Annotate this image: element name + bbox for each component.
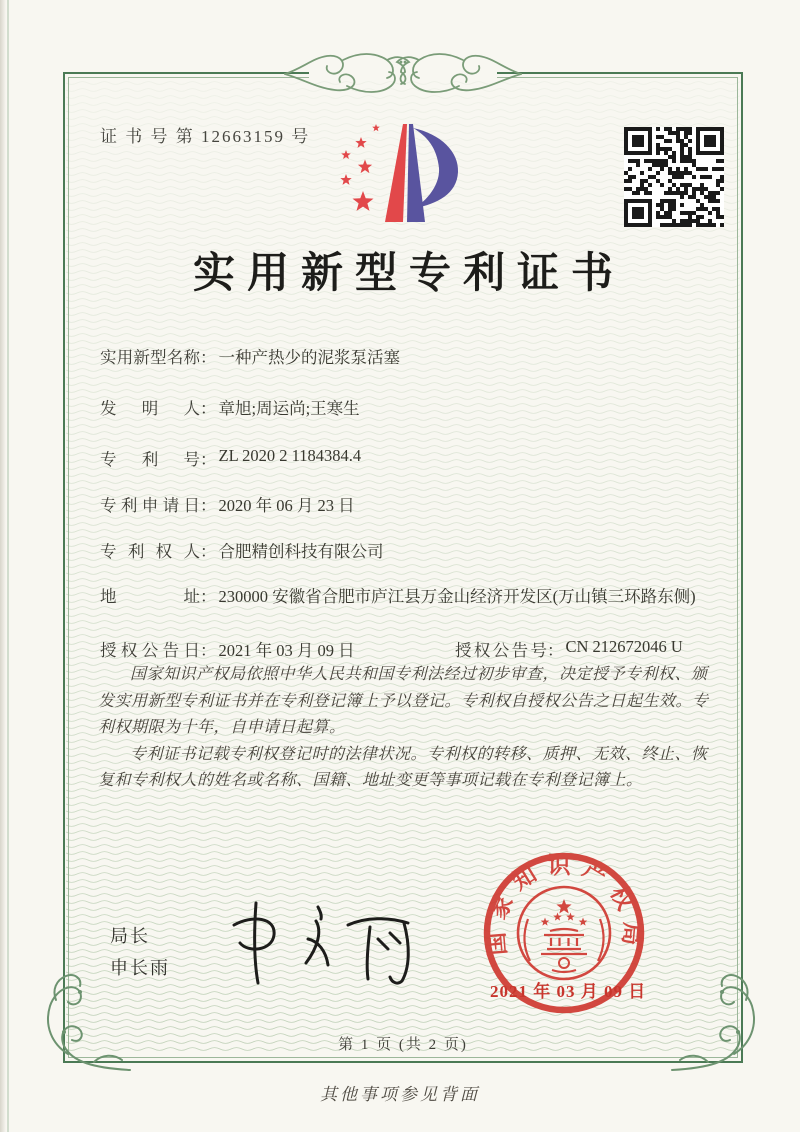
legal-paragraph-2: 专利证书记载专利权登记时的法律状况。专利权的转移、质押、无效、终止、恢复和专利权人的姓名或名称、国籍、地址变更等事项记载在专利登记簿上。: [98, 745, 708, 789]
issuer-title: 局长: [110, 926, 150, 946]
cnipa-logo-icon: [333, 110, 473, 236]
grant-date-value: 2021 年 03 月 09 日: [218, 641, 355, 660]
corner-flourish-bl-icon: [34, 970, 134, 1075]
grant-row: 授权公告日： 2021 年 03 月 09 日 授权公告号： CN 212672046 U: [100, 637, 683, 660]
field-value: 230000 安徽省合肥市庐江县万金山经济开发区(万山镇三环路东侧): [218, 587, 696, 606]
issuer-name: 申长雨: [110, 958, 170, 978]
field-row-patentee: 专利权人： 合肥精创科技有限公司: [100, 538, 384, 562]
field-value: ZL 2020 2 1184384.4: [218, 446, 362, 465]
field-row-name: 实用新型名称： 一种产热少的泥浆泵活塞: [100, 344, 400, 368]
field-label: 实用新型名称: [100, 348, 200, 367]
corner-flourish-br-icon: [668, 970, 768, 1075]
field-value: 合肥精创科技有限公司: [218, 542, 384, 561]
field-row-inventors: 发明人： 章旭;周运尚;王寒生: [100, 395, 360, 419]
top-ornament-icon: [283, 40, 523, 104]
cert-number: 证 书 号 第 12663159 号: [100, 127, 311, 146]
grant-number-label: 授权公告号: [455, 641, 547, 660]
page-number: 第 1 页 (共 2 页): [338, 1037, 468, 1053]
field-label: 发明人: [100, 399, 200, 418]
field-value: 2020 年 06 月 23 日: [218, 496, 355, 515]
field-row-filing-date: 专利申请日： 2020 年 06 月 23 日: [100, 492, 355, 516]
field-value: 章旭;周运尚;王寒生: [218, 399, 360, 418]
grant-date-label: 授权公告日: [100, 641, 200, 660]
back-note: 其他事项参见背面: [320, 1085, 480, 1104]
seal-date: 2021 年 03 月 09 日: [490, 982, 647, 1001]
legal-text: [98, 662, 712, 795]
director-signature-icon: [218, 891, 433, 996]
page-edge-line: [7, 0, 9, 1132]
legal-paragraph-1: 国家知识产权局依照中华人民共和国专利法经过初步审查，决定授予专利权、颁发实用新型专利证书并在专利登记簿上予以登记。专利权自授权公告之日起生效。专利权期限为十年，自申请日起算。: [98, 666, 709, 736]
field-label: 专利申请日: [100, 496, 200, 515]
grant-number-group: 授权公告号： CN 212672046 U: [455, 637, 683, 660]
field-row-address: 地址： 230000 安徽省合肥市庐江县万金山经济开发区(万山镇三环路东侧): [100, 583, 717, 610]
qr-code: [624, 127, 724, 227]
scan-gutter: [0, 0, 6, 1132]
certificate-title: 实用新型专利证书: [192, 251, 625, 297]
field-label: 专利号: [100, 450, 200, 469]
grant-number-value: CN 212672046 U: [565, 637, 683, 656]
seal-ring-text: 国家知识产权局: [482, 853, 646, 957]
field-row-patent-number: 专利号： ZL 2020 2 1184384.4: [100, 446, 362, 469]
field-label: 地址: [100, 587, 200, 606]
field-label: 专利权人: [100, 542, 200, 561]
field-value: 一种产热少的泥浆泵活塞: [218, 348, 400, 367]
